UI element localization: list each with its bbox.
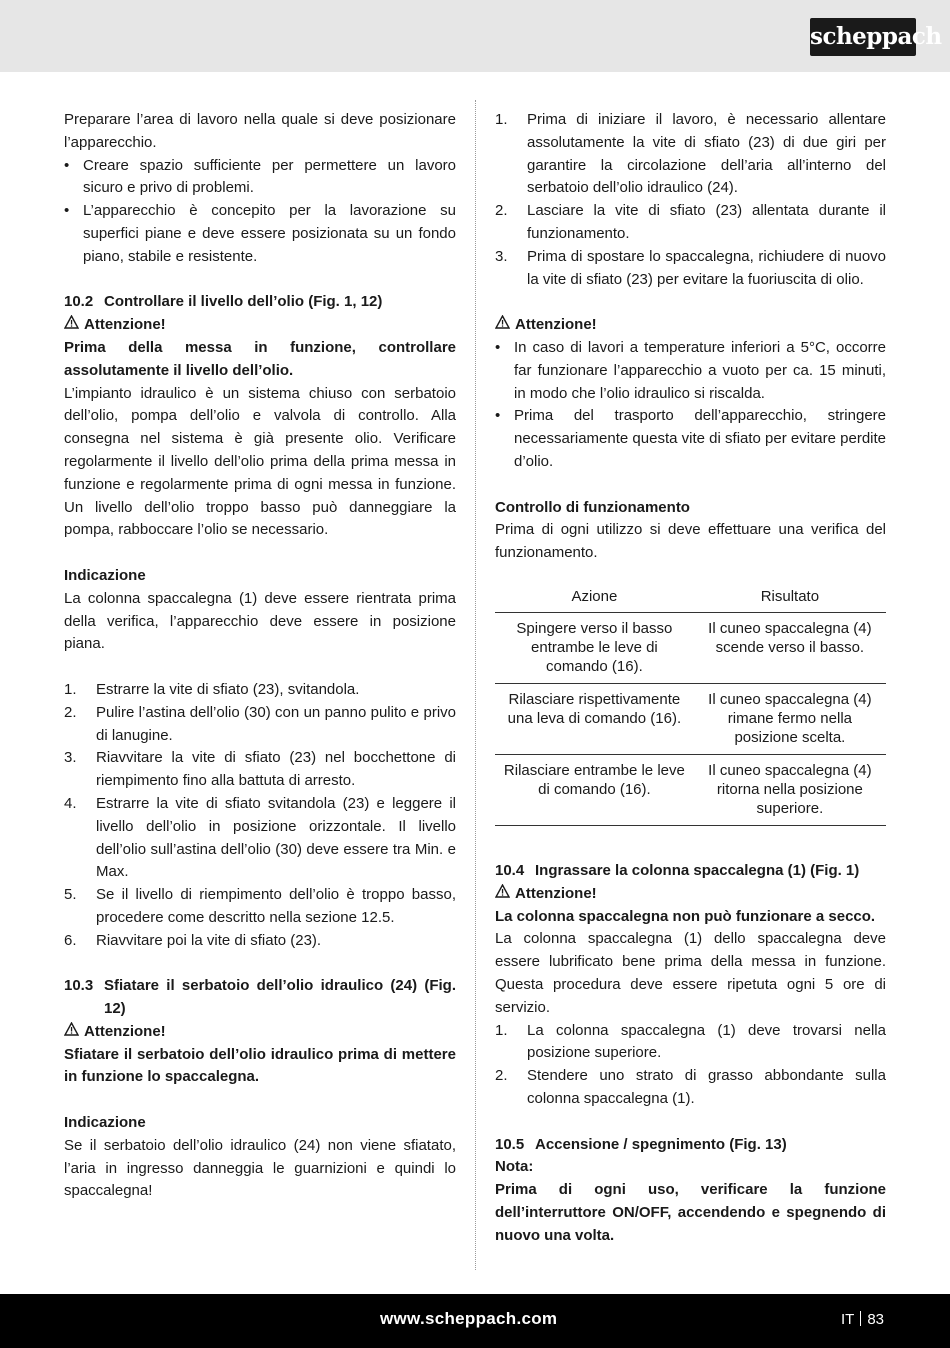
page-footer [0, 1294, 950, 1348]
table-header-cell: Azione [495, 587, 694, 613]
step-item: 3. Riavvitare la vite di sfiato (23) nel bocchettone di riempimento fino alla battuta di arresto. [64, 749, 456, 790]
table-row [495, 754, 886, 825]
table-row [495, 683, 886, 754]
section-heading-10-2: 10.2 Controllare il livello dell’olio (Fig. 1, 12) [64, 293, 383, 311]
table-header-row [495, 587, 886, 613]
page-header [0, 0, 950, 72]
step-item: 1. Prima di iniziare il lavoro, è necessario allentare assolutamente la vite di sfiato (23) di due giri per garantire la circolazione dell’aria all’interno del serbatoio dell’olio idraulico (24). [495, 111, 886, 197]
step-item: 6. Riavvitare poi la vite di sfiato (23). [64, 931, 322, 949]
warning-triangle-icon [495, 314, 511, 337]
note-text: Prima di ogni uso, verificare la funzione dell’interruttore ON/OFF, accendendo e spegnendo di nuovo una volta. [495, 1181, 886, 1244]
list-item: • Prima del trasporto dell’apparecchio, stringere necessariamente questa vite di sfiato per evitare perdite d’olio. [495, 407, 886, 470]
table-cell: Il cuneo spaccalegna (4) ritorna nella posizione superiore. [694, 754, 886, 825]
list-item: • Creare spazio sufficiente per permettere un lavoro sicuro e privo di problemi. [64, 156, 456, 197]
step-item: 1. Estrarre la vite di sfiato (23), svitandola. [64, 680, 360, 698]
step-item: 2. Stendere uno strato di grasso abbondante sulla colonna spaccalegna (1). [495, 1067, 886, 1107]
attention-label: Attenzione! [495, 883, 886, 906]
warning-triangle-icon [64, 314, 80, 337]
table-cell: Il cuneo spaccalegna (4) scende verso il basso. [694, 612, 886, 683]
note-title: Indicazione [64, 1114, 146, 1132]
table-header-cell: Risultato [694, 587, 886, 613]
warning-text: Prima della messa in funzione, controllare assolutamente il livello dell’olio. [64, 338, 456, 379]
function-check-table [495, 587, 886, 826]
section-heading-10-4: 10.4 Ingrassare la colonna spaccalegna (1) (Fig. 1) [495, 861, 860, 879]
column-divider [475, 100, 476, 1270]
table-cell: Il cuneo spaccalegna (4) rimane fermo nella posizione scelta. [694, 683, 886, 754]
attention-label: Attenzione! [64, 314, 456, 337]
step-item: 2. Pulire l’astina dell’olio (30) con un panno pulito e privo di lanugine. [64, 703, 456, 744]
note-label: Nota: [495, 1158, 534, 1176]
step-item: 3. Prima di spostare lo spaccalegna, richiudere di nuovo la vite di sfiato (23) per evitare la fuoriuscita di olio. [495, 247, 886, 288]
note-text: Se il serbatoio dell’olio idraulico (24) non viene sfiatato, l’aria in ingresso danneggia le guarnizioni e quindi lo spaccalegna! [64, 1136, 456, 1200]
list-item: • In caso di lavori a temperature inferiori a 5°C, occorre far funzionare l’apparecchio a vuoto per ca. 15 minuti, in modo che l’olio idraulico si riscalda. [495, 338, 886, 402]
table-row [495, 612, 886, 683]
website-link[interactable]: www.scheppach.com [380, 1309, 558, 1328]
page-number: IT 83 [841, 1311, 885, 1328]
function-check-text: Prima di ogni utilizzo si deve effettuare una verifica del funzionamento. [495, 521, 886, 562]
body-text: La colonna spaccalegna (1) dello spaccalegna deve essere lubrificato bene prima della messa in funzione. Questa procedura deve essere ripetuta ogni 5 ore di servizio. [495, 930, 886, 1016]
right-column [495, 109, 886, 1247]
step-item: 5. Se il livello di riempimento dell’olio è troppo basso, procedere come descritto nella sezione 12.5. [64, 886, 456, 926]
warning-triangle-icon [495, 883, 511, 906]
scheppach-logo: scheppach [810, 18, 916, 56]
section-heading-10-5: 10.5 Accensione / spegnimento (Fig. 13) [495, 1135, 787, 1153]
intro-text: Preparare l’area di lavoro nella quale si deve posizionare l’apparecchio. [64, 111, 456, 151]
warning-text: La colonna spaccalegna non può funzionare a secco. [495, 907, 876, 925]
step-item: 4. Estrarre la vite di sfiato svitandola (23) e leggere il livello dell’olio in posizione orizzontale. Il livello dell’olio sull’astina dell’olio (30) deve essere tra Min. e Max. [64, 794, 456, 881]
warning-triangle-icon [64, 1021, 80, 1044]
note-title: Indicazione [64, 566, 146, 584]
note-text: La colonna spaccalegna (1) deve essere rientrata prima della verifica, l’apparecchio deve essere in posizione piana. [64, 589, 456, 653]
warning-text: Sfiatare il serbatoio dell’olio idraulico prima di mettere in funzione lo spaccalegna. [64, 1045, 456, 1086]
body-text: L’impianto idraulico è un sistema chiuso con serbatoio dell’olio, pompa dell’olio e valvola di controllo. Alla consegna nel sistema è già presente olio. Verificare regolarmente il livello dell’olio prima della prima messa in funzione e regolarmente prima di ogni messa in funzione. Un livello dell’olio troppo basso può danneggiare la pompa, rabboccare l’olio se necessario. [64, 384, 456, 539]
table-cell: Rilasciare entrambe le leve di comando (16). [495, 754, 694, 825]
table-cell: Spingere verso il basso entrambe le leve di comando (16). [495, 612, 694, 683]
attention-label: Attenzione! [495, 314, 886, 337]
list-item: • L’apparecchio è concepito per la lavorazione su superfici piane e deve essere posizionata su un fondo piano, stabile e resistente. [64, 202, 456, 265]
step-item: 2. Lasciare la vite di sfiato (23) allentata durante il funzionamento. [495, 202, 886, 242]
function-check-title: Controllo di funzionamento [495, 498, 690, 516]
section-heading-10-3: 10.3 Sfiatare il serbatoio dell’olio idraulico (24) (Fig. 12) [64, 977, 456, 1018]
table-cell: Rilasciare rispettivamente una leva di comando (16). [495, 683, 694, 754]
attention-label: Attenzione! [64, 1021, 456, 1044]
left-column [64, 109, 456, 1203]
step-item: 1. La colonna spaccalegna (1) deve trovarsi nella posizione superiore. [495, 1021, 886, 1062]
